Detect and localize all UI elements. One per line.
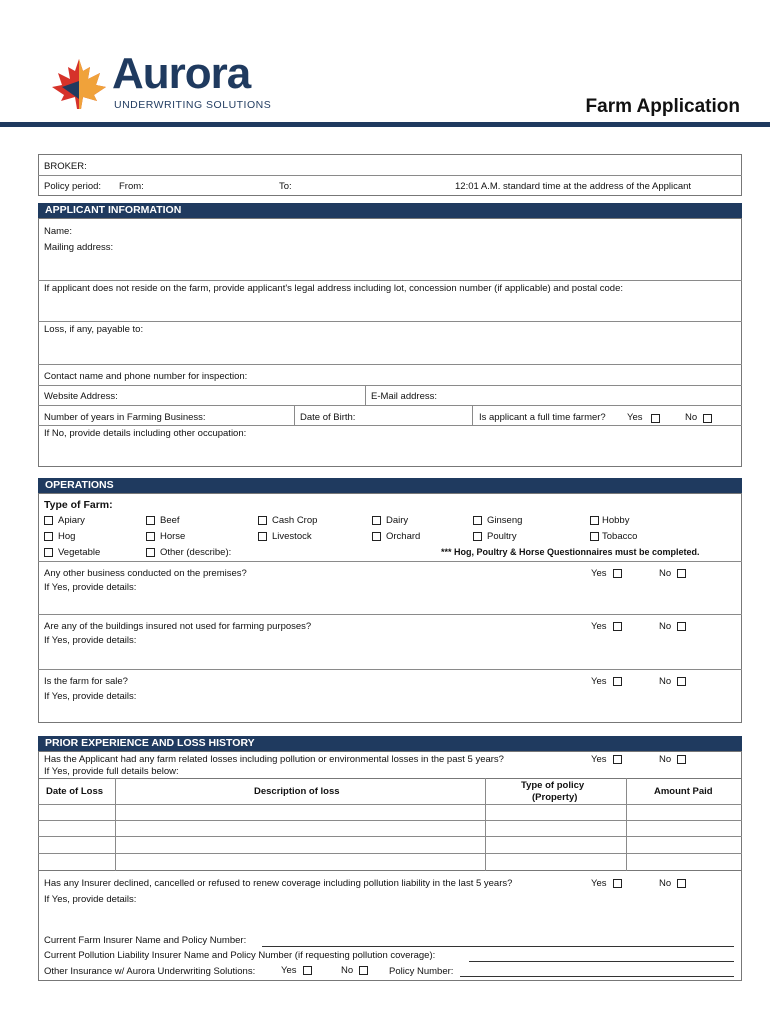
horse-label: Horse bbox=[160, 531, 186, 542]
policy-number-line[interactable] bbox=[460, 976, 734, 977]
operations-section-heading: OPERATIONS bbox=[38, 478, 742, 493]
header-rule bbox=[0, 122, 770, 127]
standard-time-note: 12:01 A.M. standard time at the address of the Applicant bbox=[455, 181, 692, 192]
losses-no-checkbox[interactable] bbox=[677, 755, 686, 764]
col-description: Description of loss bbox=[254, 786, 340, 797]
dairy-label: Dairy bbox=[386, 515, 409, 526]
q2-yes-label: Yes bbox=[591, 621, 607, 632]
q1-no-checkbox[interactable] bbox=[677, 569, 686, 578]
other-insurance-no-checkbox[interactable] bbox=[359, 966, 368, 975]
dairy-checkbox[interactable] bbox=[372, 516, 381, 525]
maple-leaf-icon bbox=[50, 57, 108, 111]
questionnaire-note: *** Hog, Poultry & Horse Questionnaires must be completed. bbox=[441, 547, 700, 557]
brand-logo bbox=[50, 49, 290, 115]
prior-losses-question: Has the Applicant had any farm related losses including pollution or environmental losses in the past 5 years? bbox=[44, 754, 504, 765]
name-field-label: Name: bbox=[44, 226, 72, 237]
ginseng-label: Ginseng bbox=[487, 515, 523, 526]
full-time-yes-checkbox[interactable] bbox=[651, 414, 660, 423]
current-insurer-line[interactable] bbox=[262, 946, 734, 947]
col-type-of-policy: Type of policy bbox=[521, 780, 585, 791]
operations-section bbox=[38, 493, 742, 723]
q2-no-checkbox[interactable] bbox=[677, 622, 686, 631]
to-label: To: bbox=[279, 181, 292, 192]
declined-no-label: No bbox=[659, 878, 672, 889]
q1-no-label: No bbox=[659, 568, 672, 579]
other-business-question: Any other business conducted on the premises? bbox=[44, 568, 247, 579]
hobby-label: Hobby bbox=[602, 515, 630, 526]
non-farming-buildings-question: Are any of the buildings insured not used for farming purposes? bbox=[44, 621, 312, 632]
tobacco-checkbox[interactable] bbox=[590, 532, 599, 541]
col-type-property: (Property) bbox=[532, 792, 578, 803]
q3-yes-label: Yes bbox=[591, 676, 607, 687]
horse-checkbox[interactable] bbox=[146, 532, 155, 541]
ginseng-checkbox[interactable] bbox=[473, 516, 482, 525]
declined-yes-label: Yes bbox=[591, 878, 607, 889]
col-amount-paid: Amount Paid bbox=[654, 786, 713, 797]
q1-yes-checkbox[interactable] bbox=[613, 569, 622, 578]
current-insurer-label: Current Farm Insurer Name and Policy Number: bbox=[44, 935, 247, 946]
insurer-declined-question: Has any Insurer declined, cancelled or refused to renew coverage including pollution liability in the last 5 years? bbox=[44, 878, 513, 889]
type-of-farm-label: Type of Farm: bbox=[44, 499, 113, 511]
non-farming-buildings-details-label: If Yes, provide details: bbox=[44, 635, 137, 646]
other-label: Other (describe): bbox=[160, 547, 232, 558]
vegetable-checkbox[interactable] bbox=[44, 548, 53, 557]
orchard-checkbox[interactable] bbox=[372, 532, 381, 541]
other-business-details-label: If Yes, provide details: bbox=[44, 582, 137, 593]
cash-crop-label: Cash Crop bbox=[272, 515, 318, 526]
current-pollution-line[interactable] bbox=[469, 961, 734, 962]
q3-yes-checkbox[interactable] bbox=[613, 677, 622, 686]
other-insurance-no-label: No bbox=[341, 965, 354, 976]
tobacco-label: Tobacco bbox=[602, 531, 638, 542]
other-insurance-yes-label: Yes bbox=[281, 965, 297, 976]
livestock-label: Livestock bbox=[272, 531, 312, 542]
q2-yes-checkbox[interactable] bbox=[613, 622, 622, 631]
prior-losses-details-label: If Yes, provide full details below: bbox=[44, 766, 179, 777]
full-time-yes-label: Yes bbox=[627, 412, 643, 423]
brand-name: Aurora bbox=[112, 49, 251, 98]
dob-label: Date of Birth: bbox=[300, 412, 356, 423]
policy-number-label: Policy Number: bbox=[389, 966, 454, 977]
hog-checkbox[interactable] bbox=[44, 532, 53, 541]
cash-crop-checkbox[interactable] bbox=[258, 516, 267, 525]
email-label: E-Mail address: bbox=[371, 391, 437, 402]
q1-yes-label: Yes bbox=[591, 568, 607, 579]
losses-yes-checkbox[interactable] bbox=[613, 755, 622, 764]
mailing-address-label: Mailing address: bbox=[44, 242, 114, 253]
broker-label: BROKER: bbox=[44, 161, 87, 172]
vegetable-label: Vegetable bbox=[58, 547, 101, 558]
full-time-farmer-label: Is applicant a full time farmer? bbox=[479, 412, 606, 423]
poultry-checkbox[interactable] bbox=[473, 532, 482, 541]
declined-no-checkbox[interactable] bbox=[677, 879, 686, 888]
full-time-no-label: No bbox=[685, 412, 698, 423]
current-pollution-label: Current Pollution Liability Insurer Name and Policy Number (if requesting pollution coverage): bbox=[44, 950, 436, 961]
loss-payable-label: Loss, if any, payable to: bbox=[44, 324, 144, 335]
q3-no-checkbox[interactable] bbox=[677, 677, 686, 686]
hobby-checkbox[interactable] bbox=[590, 516, 599, 525]
full-time-no-checkbox[interactable] bbox=[703, 414, 712, 423]
brand-tagline: UNDERWRITING SOLUTIONS bbox=[114, 99, 272, 111]
hog-label: Hog bbox=[58, 531, 76, 542]
apiary-checkbox[interactable] bbox=[44, 516, 53, 525]
beef-checkbox[interactable] bbox=[146, 516, 155, 525]
years-farming-label: Number of years in Farming Business: bbox=[44, 412, 206, 423]
losses-yes-label: Yes bbox=[591, 754, 607, 765]
farm-for-sale-question: Is the farm for sale? bbox=[44, 676, 128, 687]
q2-no-label: No bbox=[659, 621, 672, 632]
page-title: Farm Application bbox=[585, 96, 740, 117]
insurer-declined-details-label: If Yes, provide details: bbox=[44, 894, 137, 905]
poultry-label: Poultry bbox=[487, 531, 517, 542]
declined-yes-checkbox[interactable] bbox=[613, 879, 622, 888]
loss-history-table bbox=[38, 778, 742, 871]
other-insurance-label: Other Insurance w/ Aurora Underwriting Solutions: bbox=[44, 966, 256, 977]
legal-address-label: If applicant does not reside on the farm, provide applicant's legal address including lot, concession number (if applicable) and postal code: bbox=[44, 283, 624, 294]
other-checkbox[interactable] bbox=[146, 548, 155, 557]
apiary-label: Apiary bbox=[58, 515, 85, 526]
from-label: From: bbox=[119, 181, 144, 192]
policy-period-label: Policy period: bbox=[44, 181, 102, 192]
other-insurance-yes-checkbox[interactable] bbox=[303, 966, 312, 975]
livestock-checkbox[interactable] bbox=[258, 532, 267, 541]
col-date-of-loss: Date of Loss bbox=[46, 786, 104, 797]
beef-label: Beef bbox=[160, 515, 180, 526]
applicant-section-heading: APPLICANT INFORMATION bbox=[38, 203, 742, 218]
farm-for-sale-details-label: If Yes, provide details: bbox=[44, 691, 137, 702]
prior-experience-heading: PRIOR EXPERIENCE AND LOSS HISTORY bbox=[38, 736, 742, 751]
orchard-label: Orchard bbox=[386, 531, 421, 542]
q3-no-label: No bbox=[659, 676, 672, 687]
other-occupation-label: If No, provide details including other occupation: bbox=[44, 428, 247, 439]
contact-inspection-label: Contact name and phone number for inspection: bbox=[44, 371, 248, 382]
losses-no-label: No bbox=[659, 754, 672, 765]
website-label: Website Address: bbox=[44, 391, 118, 402]
